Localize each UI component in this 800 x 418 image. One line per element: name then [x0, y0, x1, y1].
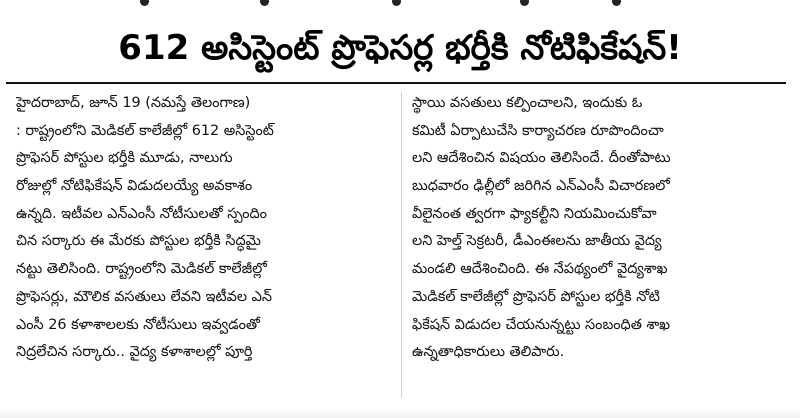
article-line: ఎంసీ 26 కళాశాలలకు నోటీసులు ఇవ్వడంతో	[16, 316, 260, 333]
article-line: మెడికల్ కాలేజీల్లో ప్రొఫెసర్ పోస్టుల భర్తీకి నోటి	[412, 288, 660, 305]
page-bottom-edge	[0, 408, 800, 418]
cropped-top-text	[0, 0, 800, 10]
headline-rule	[6, 82, 786, 84]
article-line: లని ఆదేశించిన విషయం తెలిసిందే. దీంతోపాటు	[412, 150, 671, 167]
cropped-glyph	[260, 0, 269, 6]
article-line: వీలైనంత త్వరగా ఫ్యాకల్టీని నియమించుకోవా	[412, 205, 657, 222]
article-line: ప్రొఫెసర్ పోస్టుల భర్తీకి మూడు, నాలుగు	[16, 150, 233, 167]
article-line: ఫికేషన్ విడుదల చేయనున్నట్టు సంబంధిత శాఖ	[412, 316, 671, 333]
article-line: ఉన్నతాధికారులు తెలిపారు.	[412, 344, 565, 361]
column-divider	[401, 92, 402, 398]
cropped-glyph	[392, 0, 401, 6]
article-right-column	[412, 90, 788, 367]
article-line: ఉన్నది. ఇటీవల ఎన్ఎంసీ నోటీసులతో స్పందిం	[16, 205, 267, 222]
article-line: బుధవారం ఢిల్లీలో జరిగిన ఎన్ఎంసీ విచారణలో	[412, 178, 670, 195]
cropped-glyph	[612, 0, 621, 6]
article-line: మండలి ఆదేశించింది. ఈ నేపథ్యంలో వైద్యశాఖ	[412, 261, 668, 278]
article-line: : రాష్ట్రంలోని మెడికల్ కాలేజీల్లో 612 అసిస్టెంట్	[16, 122, 274, 139]
cropped-glyph	[520, 0, 529, 6]
article-line: రోజుల్లో నోటిఫికేషన్ విడుదలయ్యే అవకాశం	[16, 178, 253, 195]
cropped-glyph	[140, 0, 149, 6]
article-line: లని హెల్త్ సెక్రటరీ, డీఎంఈలను జాతీయ వైద్య	[412, 233, 662, 250]
article-line: నిద్రలేచిన సర్కారు.. వైద్య కళాశాలల్లో పూర్తి	[16, 344, 253, 361]
article-line: కమిటీ ఏర్పాటుచేసి కార్యాచరణ రూపొందించా	[412, 122, 664, 139]
article-line: స్థాయి వసతులు కల్పించాలని, ఇందుకు ఓ	[412, 95, 643, 111]
article-line: నట్టు తెలిసింది. రాష్ట్రంలోని మెడికల్ కాలేజీల్లో	[16, 261, 267, 278]
article-line: హైదరాబాద్, జూన్ 19 (నమస్తే తెలంగాణ)	[16, 95, 251, 111]
article-left-column	[16, 90, 392, 367]
article-line: చిన సర్కారు ఈ మేరకు పోస్టుల భర్తీకి సిద్ధమై	[16, 233, 261, 250]
article-headline: 612 అసిస్టెంట్ ప్రొఫెసర్ల భర్తీకి నోటిఫికేషన్!	[118, 28, 682, 68]
article-line: ప్రొఫెసర్లు, మౌలిక వసతులు లేవని ఇటీవల ఎన్	[16, 288, 272, 305]
